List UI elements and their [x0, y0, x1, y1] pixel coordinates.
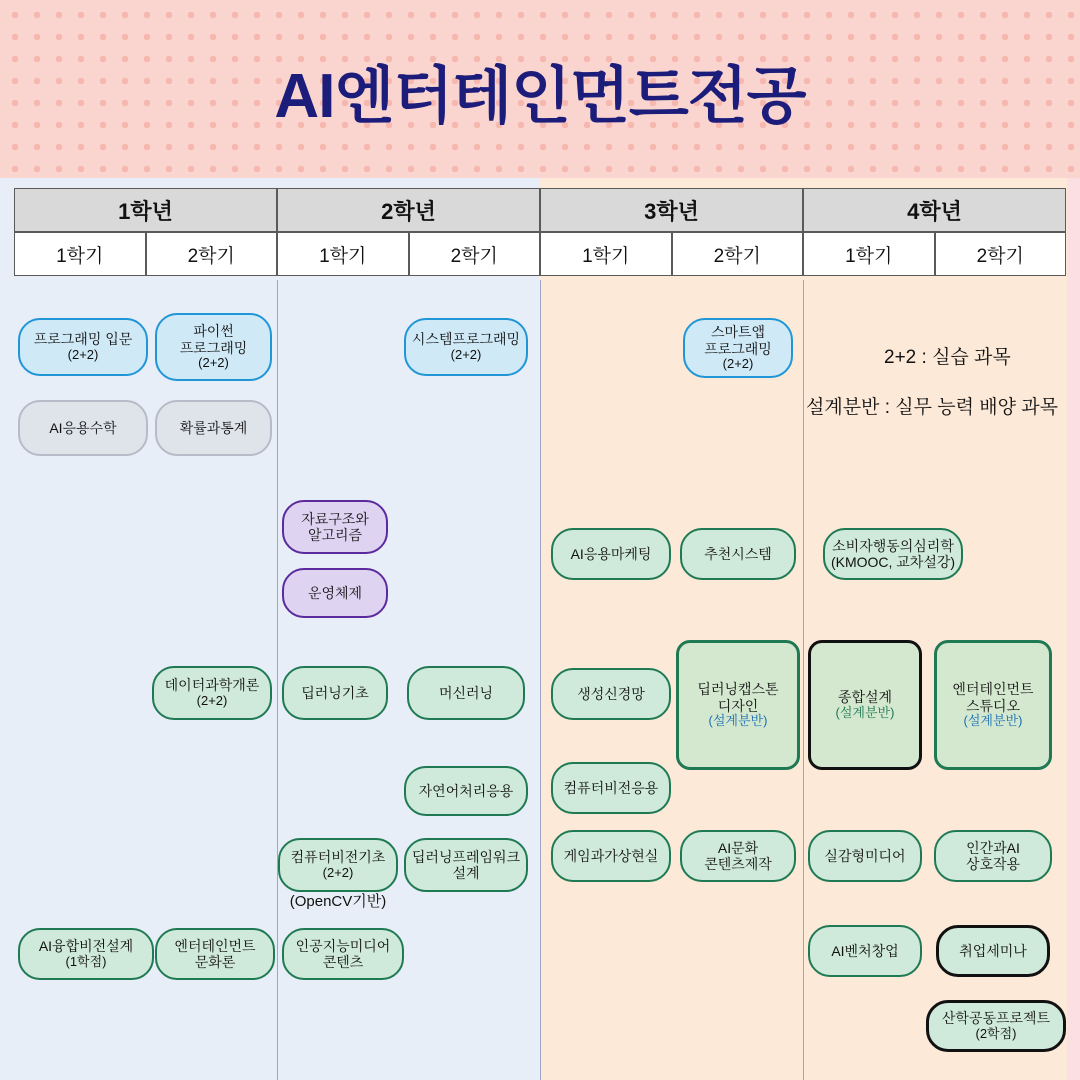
course-label-line: 스마트앱 [710, 324, 766, 341]
year-cell-4: 4학년 [803, 188, 1066, 232]
course-label-line: 설계 [452, 865, 480, 881]
course-label-line: 취업세미나 [959, 942, 1027, 959]
course-label-line: 콘텐츠 [322, 954, 364, 970]
course-label-line: 엔터테인먼트 [174, 937, 256, 954]
course-label-line: 컴퓨터비전응용 [563, 779, 659, 796]
course-node-nlp-applications[interactable] [404, 766, 528, 816]
course-label-line: AI응용마케팅 [570, 545, 652, 562]
course-label-line: 인공지능미디어 [295, 937, 391, 954]
course-node-consumer-behavior-psychology[interactable] [823, 528, 963, 580]
header-band [0, 0, 1080, 178]
course-node-smart-app-programming[interactable] [683, 318, 793, 378]
course-label-line: 프로그래밍 [179, 339, 248, 356]
course-node-deep-learning-capstone-design[interactable] [676, 640, 800, 770]
course-label-line: 게임과가상현실 [563, 847, 659, 864]
course-label-line: 추천시스템 [704, 545, 772, 562]
course-label-line: 머신러닝 [438, 684, 494, 701]
course-label-sub: (2+2) [196, 692, 228, 708]
course-node-career-seminar[interactable] [936, 925, 1050, 977]
course-node-industry-joint-project[interactable] [926, 1000, 1066, 1052]
semester-cell-2: 2학기 [146, 232, 278, 276]
course-label-sub: (설계분반) [963, 712, 1023, 728]
curriculum-grid-header [14, 188, 1066, 276]
course-node-ai-culture-contents-production[interactable] [680, 830, 796, 882]
course-label-line: (KMOOC, 교차설강) [830, 554, 956, 570]
semester-cell-6: 2학기 [672, 232, 804, 276]
course-node-python-programming[interactable] [155, 313, 272, 381]
course-label-sub: (2+2) [198, 354, 229, 370]
course-label-line: 콘텐츠제작 [704, 856, 772, 872]
course-node-data-science-intro[interactable] [152, 666, 272, 720]
course-label-sub: (설계분반) [708, 712, 768, 728]
course-label-line: 알고리즘 [307, 527, 363, 543]
course-label-line: 문화론 [194, 954, 236, 970]
course-node-ai-media-contents[interactable] [282, 928, 404, 980]
legend-practice: 2+2 : 실습 과목 [884, 347, 1011, 368]
semester-cell-8: 2학기 [935, 232, 1067, 276]
course-label-line: AI문화 [717, 839, 759, 856]
course-label-sub: (설계분반) [835, 704, 895, 720]
course-node-system-programming[interactable] [404, 318, 528, 376]
course-label-line: AI벤처창업 [831, 942, 899, 959]
course-label-line: 데이터과학개론 [164, 677, 260, 694]
course-label-line: 컴퓨터비전기초 [290, 849, 386, 866]
course-label-line: AI융합비전설계 [38, 938, 134, 955]
course-label-line: 프로그래밍 입문 [33, 331, 133, 348]
course-node-programming-intro[interactable] [18, 318, 148, 376]
course-label-line: 엔터테인먼트 [952, 681, 1034, 698]
course-node-recommender-systems[interactable] [680, 528, 796, 580]
course-label-sub: (2+2) [67, 346, 99, 362]
course-node-ai-venture-startup[interactable] [808, 925, 922, 977]
semester-cell-3: 1학기 [277, 232, 409, 276]
background-right-edge [1067, 178, 1080, 1080]
course-node-generative-neural-networks[interactable] [551, 668, 671, 720]
divider-year2 [540, 280, 541, 1080]
course-label-line: 디자인 [717, 697, 759, 714]
course-note-text: (OpenCV기반) [289, 893, 387, 911]
course-label-line: 자연어처리응용 [418, 782, 514, 799]
course-label-line: 스튜디오 [965, 697, 1021, 714]
semester-cell-4: 2학기 [409, 232, 541, 276]
semester-row [14, 232, 1066, 276]
course-label-line: 실감형미디어 [824, 847, 906, 864]
semester-cell-5: 1학기 [540, 232, 672, 276]
course-label-line: 딥러닝프레임워크 [411, 848, 521, 865]
course-label-line: 확률과통계 [179, 419, 248, 436]
course-node-data-structures-algorithms[interactable] [282, 500, 388, 554]
course-node-ai-applied-math[interactable] [18, 400, 148, 456]
year-cell-1: 1학년 [14, 188, 277, 232]
course-label-sub: (2+2) [450, 346, 482, 362]
course-node-computer-vision-basics[interactable] [278, 838, 398, 892]
divider-year3 [803, 280, 804, 1080]
year-cell-3: 3학년 [540, 188, 803, 232]
course-node-machine-learning[interactable] [407, 666, 525, 720]
divider-year1 [277, 280, 278, 1080]
course-node-human-ai-interaction[interactable] [934, 830, 1052, 882]
course-node-deep-learning-framework-design[interactable] [404, 838, 528, 892]
course-node-immersive-media[interactable] [808, 830, 922, 882]
course-node-probability-statistics[interactable] [155, 400, 272, 456]
course-label-line: 시스템프로그래밍 [411, 331, 521, 348]
course-label-sub: (2+2) [722, 355, 754, 371]
course-label-line: 파이썬 [193, 323, 234, 340]
course-label-line: 종합설계 [837, 689, 893, 706]
course-label-line: 생성신경망 [577, 685, 645, 702]
course-note-opencv [278, 890, 398, 914]
course-node-entertainment-culture[interactable] [155, 928, 275, 980]
course-label-line: 소비자행동의심리학 [832, 537, 954, 554]
course-label-line: 산학공동프로젝트 [941, 1010, 1051, 1027]
course-node-deep-learning-basics[interactable] [282, 666, 388, 720]
course-node-comprehensive-design[interactable] [808, 640, 922, 770]
year-cell-2: 2학년 [277, 188, 540, 232]
legend-design: 설계분반 : 실무 능력 배양 과목 [806, 397, 1058, 418]
course-node-operating-systems[interactable] [282, 568, 388, 618]
course-node-ai-convergence-vision-design[interactable] [18, 928, 154, 980]
course-node-games-and-vr[interactable] [551, 830, 671, 882]
course-label-line: 자료구조와 [301, 510, 369, 527]
course-label-sub: (2학점) [975, 1025, 1017, 1041]
year-row [14, 188, 1066, 232]
page-title: AI엔터테인먼트전공 [274, 62, 806, 131]
course-label-sub: (1학점) [65, 953, 107, 969]
course-label-line: 운영체제 [307, 584, 363, 601]
course-label-line: 딥러닝기초 [301, 684, 369, 701]
course-node-computer-vision-applications[interactable] [551, 762, 671, 814]
semester-cell-7: 1학기 [803, 232, 935, 276]
course-node-ai-applied-marketing[interactable] [551, 528, 671, 580]
semester-cell-1: 1학기 [14, 232, 146, 276]
course-label-sub: (2+2) [322, 864, 354, 880]
course-label-line: 상호작용 [965, 856, 1021, 872]
course-label-line: AI응용수학 [49, 419, 117, 436]
course-node-entertainment-studio[interactable] [934, 640, 1052, 770]
course-label-line: 인간과AI [966, 839, 1020, 856]
course-label-line: 딥러닝캡스톤 [697, 681, 779, 698]
course-label-line: 프로그래밍 [704, 340, 772, 357]
